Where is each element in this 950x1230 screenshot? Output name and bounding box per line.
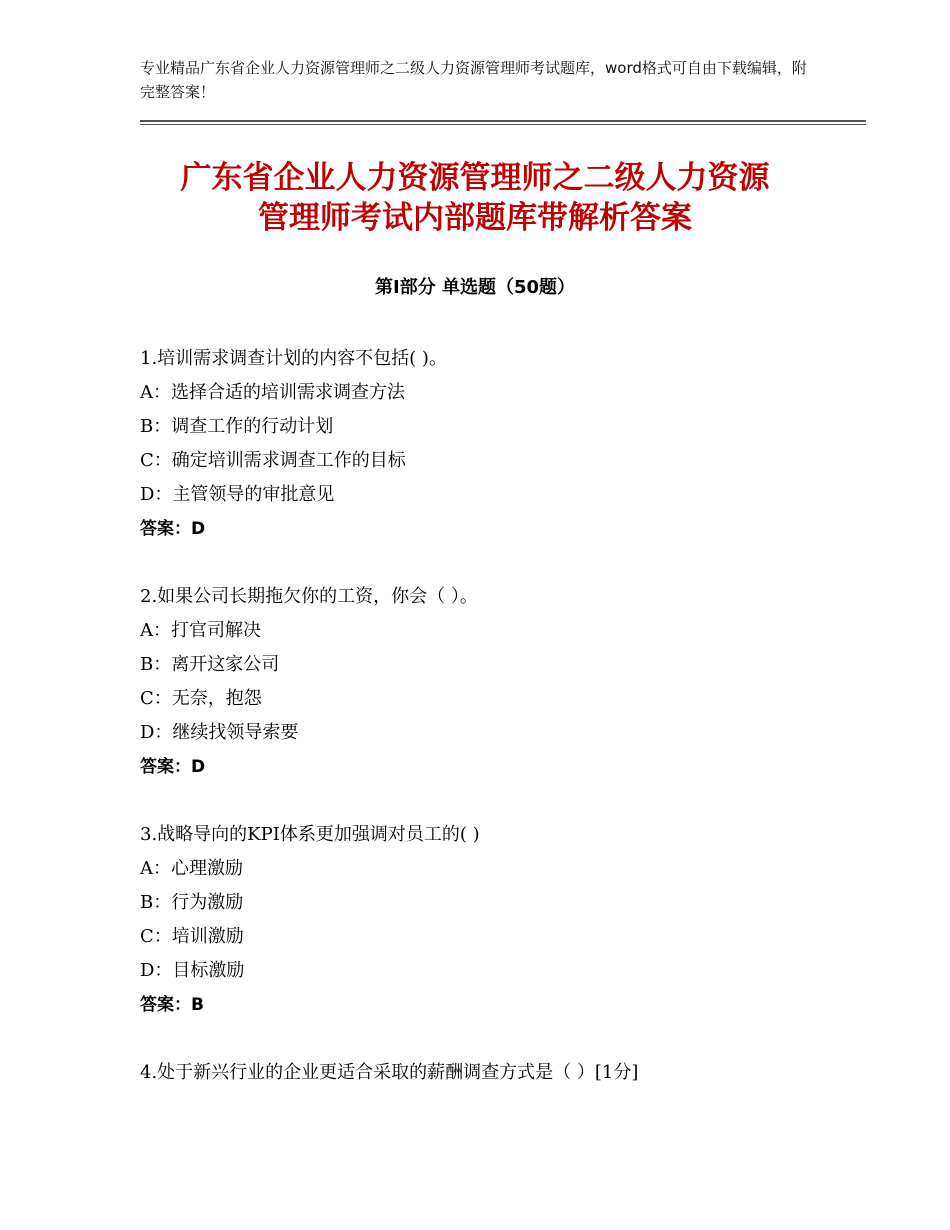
question-4 (140, 1056, 840, 1090)
answer: 答案：D (140, 519, 206, 539)
header-divider-thin (140, 124, 866, 125)
answer: 答案：D (140, 757, 206, 777)
option-c: C：培训激励 (140, 926, 244, 947)
document-title (120, 158, 830, 238)
option-d: D：继续找领导索要 (140, 722, 299, 743)
option-b: B：行为激励 (140, 892, 244, 913)
question-1 (140, 342, 840, 546)
option-a: A：选择合适的培训需求调查方法 (140, 382, 405, 403)
question-stem: 4.处于新兴行业的企业更适合采取的薪酬调查方式是（ ）[1分] (140, 1062, 639, 1083)
option-c: C：确定培训需求调查工作的目标 (140, 450, 406, 471)
header-note: 专业精品广东省企业人力资源管理师之二级人力资源管理师考试题库，word格式可自由下载编辑，附完整答案！ (140, 59, 807, 101)
question-list (140, 342, 840, 1124)
option-d: D：主管领导的审批意见 (140, 484, 335, 505)
option-a: A：打官司解决 (140, 620, 261, 641)
question-stem: 3.战略导向的KPI体系更加强调对员工的( ) (140, 824, 480, 845)
document-title-line-1: 广东省企业人力资源管理师之二级人力资源 (180, 160, 770, 196)
option-a: A：心理激励 (140, 858, 243, 879)
question-3 (140, 818, 840, 1022)
question-stem: 2.如果公司长期拖欠你的工资，你会（ ）。 (140, 586, 478, 607)
option-b: B：调查工作的行动计划 (140, 416, 334, 437)
option-d: D：目标激励 (140, 960, 245, 981)
header-divider-thick (140, 120, 866, 122)
section-title: 第Ⅰ部分 单选题（50题） (374, 277, 575, 298)
option-c: C：无奈，抱怨 (140, 688, 262, 709)
option-b: B：离开这家公司 (140, 654, 280, 675)
document-title-line-2: 管理师考试内部题库带解析答案 (258, 200, 692, 236)
question-stem: 1.培训需求调查计划的内容不包括( )。 (140, 348, 447, 369)
answer: 答案：B (140, 995, 204, 1015)
question-2 (140, 580, 840, 784)
